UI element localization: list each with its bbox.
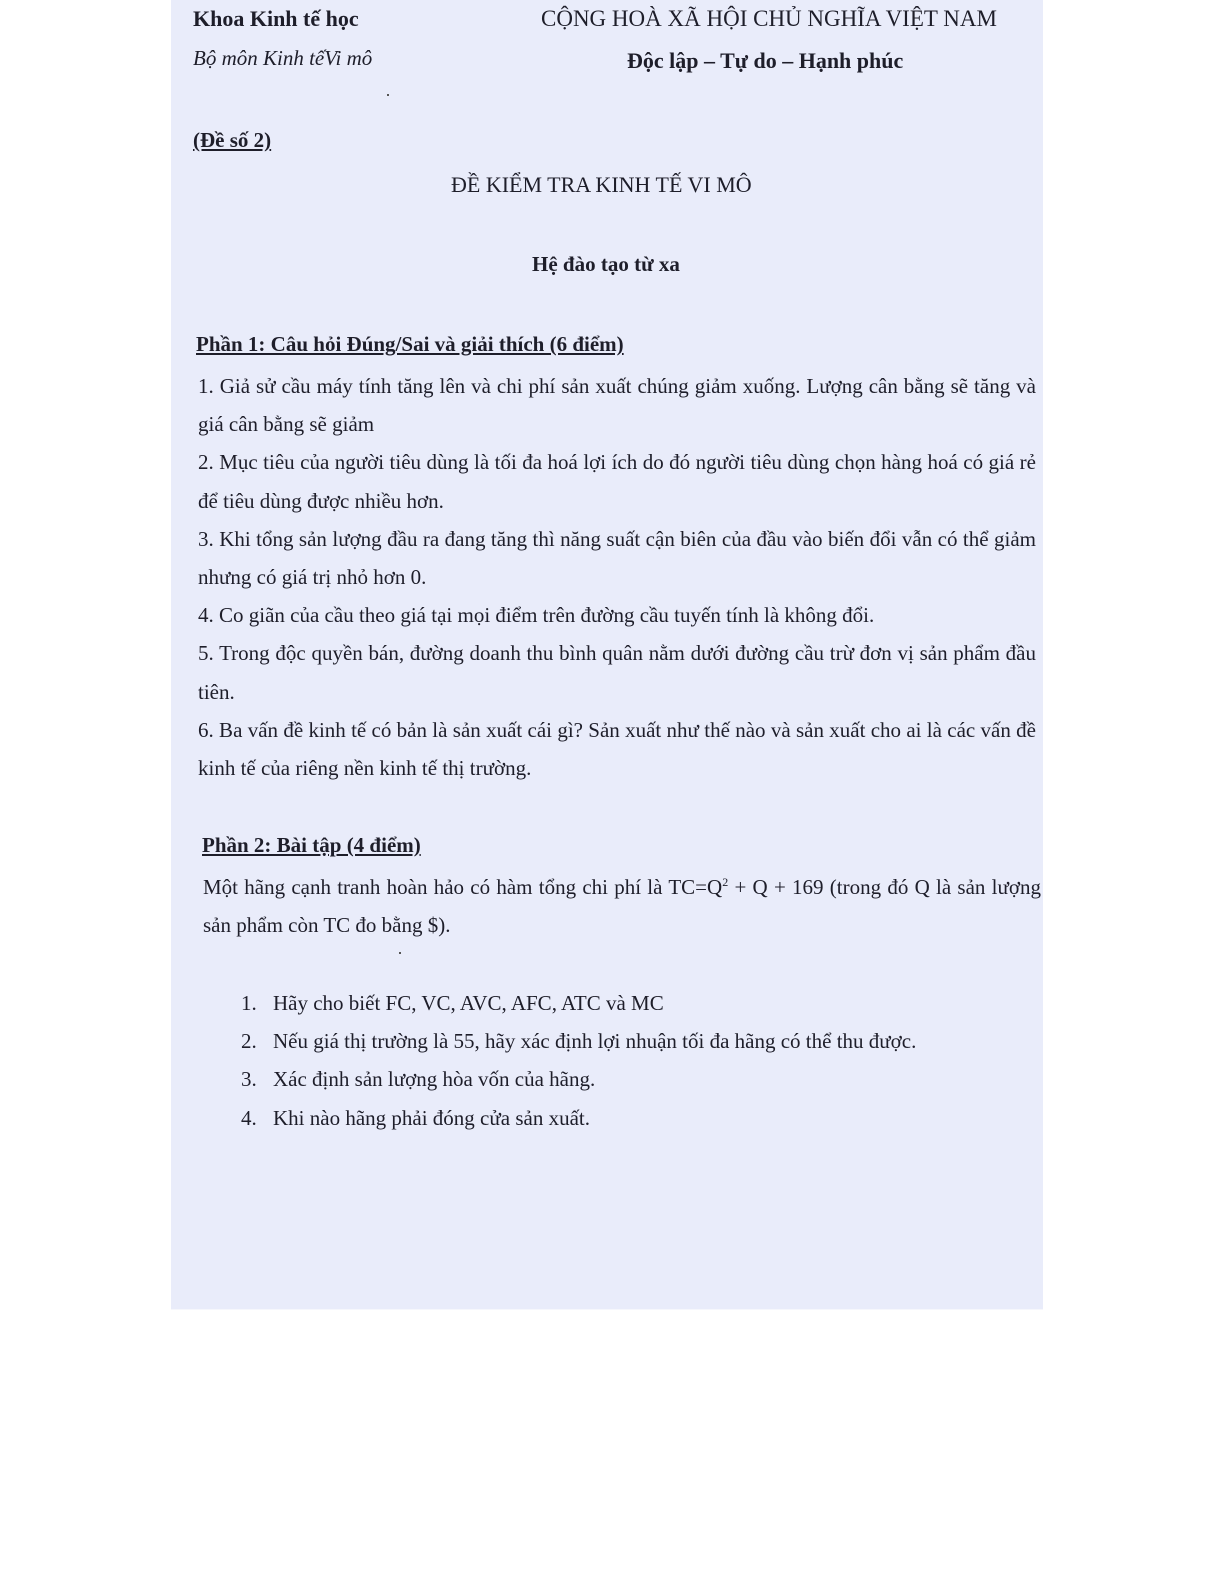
scan-speck	[387, 94, 389, 96]
national-title: CỘNG HOÀ XÃ HỘI CHỦ NGHĨA VIỆT NAM	[541, 6, 997, 31]
task-item	[241, 1022, 916, 1060]
part1-heading: Phần 1: Câu hỏi Đúng/Sai và giải thích (6 điểm)	[196, 332, 624, 356]
problem-text-after: + Q + 169 (trong đó Q là sản lượng sản phẩm còn TC đo bằng $).	[203, 875, 1041, 938]
department-name: Bộ môn Kinh tếVi mô	[193, 46, 373, 70]
task-text: Hãy cho biết FC, VC, AVC, AFC, ATC và MC	[273, 991, 664, 1015]
national-motto: Độc lập – Tự do – Hạnh phúc	[627, 48, 904, 73]
part1-questions	[198, 367, 1036, 787]
problem-text-before: Một hãng cạnh tranh hoàn hảo có hàm tổng chi phí là TC=Q	[203, 875, 723, 899]
question-item: 1. Giả sử cầu máy tính tăng lên và chi phí sản xuất chúng giảm xuống. Lượng cân bằng sẽ tăng và giá cân bằng sẽ giảm	[198, 374, 1036, 437]
faculty-name: Khoa Kinh tế học	[193, 6, 359, 31]
task-number: 1.	[241, 991, 257, 1015]
question-item: 6. Ba vấn đề kinh tế có bản là sản xuất cái gì? Sản xuất như thế nào và sản xuất cho ai là các vấn đề kinh tế của riêng nền kinh tế thị trường.	[198, 717, 1036, 781]
task-number: 2.	[241, 1029, 257, 1054]
question-item: 4. Co giãn của cầu theo giá tại mọi điểm trên đường cầu tuyến tính là không đổi.	[198, 603, 875, 628]
exam-title: ĐỀ KIỂM TRA KINH TẾ VI MÔ	[451, 172, 752, 197]
part2-heading: Phần 2: Bài tập (4 điểm)	[202, 833, 421, 857]
task-text: Xác định sản lượng hòa vốn của hãng.	[273, 1067, 596, 1092]
task-number: 3.	[241, 1067, 257, 1092]
scan-speck	[399, 952, 401, 954]
scanned-document	[171, 0, 1043, 1310]
question-item: 2. Mục tiêu của người tiêu dùng là tối đa hoá lợi ích do đó người tiêu dùng chọn hàng hoá có giá rẻ để tiêu dùng được nhiều hơn.	[198, 450, 1036, 513]
task-list	[241, 984, 916, 1137]
problem-statement	[203, 868, 1041, 944]
exam-number: (Đề số 2)	[193, 128, 272, 152]
task-item	[241, 1099, 916, 1137]
task-item	[241, 1060, 916, 1098]
task-text: Khi nào hãng phải đóng cửa sản xuất.	[273, 1105, 590, 1130]
scan-edge	[171, 1309, 1043, 1310]
task-item	[241, 984, 916, 1022]
task-number: 4.	[241, 1105, 257, 1130]
question-item: 5. Trong độc quyền bán, đường doanh thu bình quân nằm dưới đường cầu trừ đơn vị sản phẩm đầu tiên.	[198, 641, 1036, 704]
program-name: Hệ đào tạo từ xa	[532, 252, 680, 276]
task-text: Nếu giá thị trường là 55, hãy xác định lợi nhuận tối đa hãng có thể thu được.	[273, 1029, 917, 1054]
question-item: 3. Khi tổng sản lượng đầu ra đang tăng thì năng suất cận biên của đầu vào biến đổi vẫn có thể giảm nhưng có giá trị nhỏ hơn 0.	[198, 526, 1036, 590]
problem-exponent: 2	[722, 875, 729, 889]
